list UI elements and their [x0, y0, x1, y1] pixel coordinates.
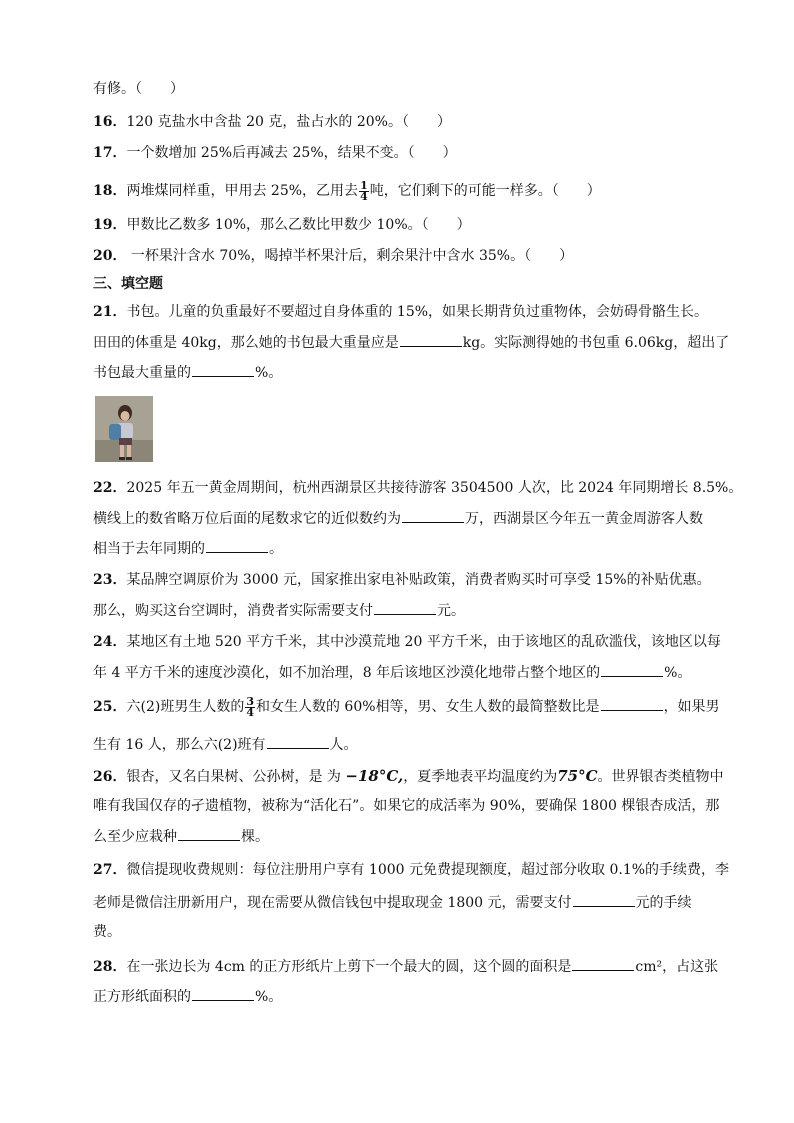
question-text: 一个数增加 25%后再减去 25%，结果不变。（ ）	[126, 145, 457, 161]
question-text: 两堆煤同样重，甲用去 25%，乙用去	[126, 183, 359, 199]
question-text: cm²，占这张	[635, 959, 719, 975]
question-number: 16．	[93, 114, 127, 130]
question-20	[93, 246, 573, 266]
question-19	[93, 215, 471, 235]
temperature-value: −18°C,	[345, 767, 404, 785]
question-text: ，如果男	[663, 699, 720, 715]
question-number: 26．	[93, 769, 127, 785]
question-25-line-2	[93, 734, 358, 754]
answer-blank[interactable]	[267, 734, 329, 749]
question-text: 棵。	[241, 829, 269, 845]
question-25-line-1	[93, 694, 720, 720]
question-28-line-1	[93, 956, 718, 976]
question-text: 万，西湖景区今年五一黄金周游客人数	[465, 511, 703, 527]
fraction-numerator: 1	[360, 178, 368, 192]
question-text: 六(2)班男生人数的	[126, 699, 245, 715]
question-text: 唯有我国仅存的孑遗植物，被称为“活化石”。如果它的成活率为 90%，要确保 1800 棵银杏成活，那	[93, 798, 720, 814]
question-text: 某地区有土地 520 平方千米，其中沙漠荒地 20 平方千米，由于该地区的乱砍滥伐，该地区以每	[126, 634, 721, 650]
question-text: ，夏季地表平均温度约为	[403, 769, 558, 785]
answer-blank[interactable]	[192, 986, 254, 1001]
question-26-line-2	[93, 796, 719, 816]
question-text: 横线上的数省略万位后面的尾数求它的近似数约为	[93, 511, 401, 527]
question-number: 18．	[93, 183, 127, 199]
answer-blank[interactable]	[400, 332, 462, 347]
question-number: 23．	[93, 572, 127, 588]
question-text: 甲数比乙数多 10%，那么乙数比甲数少 10%。（ ）	[126, 217, 471, 233]
question-text: 正方形纸面积的	[93, 989, 191, 1005]
question-text: 那么，购买这台空调时，消费者实际需要支付	[93, 603, 373, 619]
question-23-line-1	[93, 570, 711, 590]
temperature-value: 75°C	[557, 767, 598, 785]
question-text: 相当于去年同期的	[93, 541, 205, 557]
question-text: 120 克盐水中含盐 20 克，盐占水的 20%。（ ）	[126, 114, 451, 130]
question-number: 25．	[93, 699, 127, 715]
question-number: 17．	[93, 145, 127, 161]
question-number: 27．	[93, 862, 127, 878]
section-title: 三、填空题	[93, 276, 163, 292]
section-heading	[93, 274, 163, 294]
question-text: 一杯果汁含水 70%，喝掉半杯果汁后，剩余果汁中含水 35%。（ ）	[126, 248, 574, 264]
question-text: 在一张边长为 4cm 的正方形纸片上剪下一个最大的圆，这个圆的面积是	[126, 959, 572, 975]
answer-blank[interactable]	[178, 826, 240, 841]
question-text: 书包。儿童的负重最好不要超过自身体重的 15%，如果长期背负过重物体，会妨碍骨骼生长。	[126, 304, 709, 320]
question-text: %。	[255, 365, 283, 381]
question-27-line-3	[93, 922, 121, 942]
question-number: 22．	[93, 480, 127, 496]
question-text: 。	[269, 541, 283, 557]
question-text: 和女生人数的 60%相等，男、女生人数的最简整数比是	[255, 699, 600, 715]
question-number: 19．	[93, 217, 127, 233]
question-24-line-2	[93, 662, 691, 682]
answer-blank[interactable]	[573, 892, 635, 907]
answer-blank[interactable]	[601, 696, 663, 711]
question-text: 年 4 平方千米的速度沙漠化，如不加治理，8 年后该地区沙漠化地带占整个地区的	[93, 665, 601, 681]
question-21-line-1	[93, 302, 708, 322]
question-text: 某品牌空调原价为 3000 元，国家推出家电补贴政策，消费者购买时可享受 15%的补贴优惠。	[126, 572, 711, 588]
question-number: 24．	[93, 634, 127, 650]
question-text: 老师是微信注册新用户，现在需要从微信钱包中提取现金 1800 元，需要支付	[93, 895, 572, 911]
question-26-line-1	[93, 766, 724, 786]
question-16	[93, 112, 451, 132]
question-18	[93, 178, 601, 204]
question-text: 生有 16 人，那么六(2)班有	[93, 737, 266, 753]
continuation-text: 有修。（ ）	[93, 81, 184, 97]
question-22-line-3	[93, 538, 283, 558]
question-text: 微信提现收费规则：每位注册用户享有 1000 元免费提现额度，超过部分收取 0.1%的手续费，李	[126, 862, 730, 878]
line-continuation	[93, 79, 184, 99]
question-text: 吨，它们剩下的可能一样多。（ ）	[369, 183, 601, 199]
question-21-line-3	[93, 362, 282, 382]
question-number: 20．	[93, 248, 127, 264]
question-text: 书包最大重量的	[93, 365, 191, 381]
question-22-line-1	[93, 478, 742, 498]
question-text: %。	[664, 665, 692, 681]
question-27-line-1	[93, 860, 729, 880]
answer-blank[interactable]	[572, 956, 634, 971]
question-text: %。	[255, 989, 283, 1005]
answer-blank[interactable]	[601, 662, 663, 677]
question-24-line-1	[93, 632, 721, 652]
fraction-denominator: 4	[360, 189, 368, 203]
question-21-line-2	[93, 332, 729, 352]
question-number: 28．	[93, 959, 127, 975]
question-26-line-3	[93, 826, 269, 846]
question-27-line-2	[93, 892, 692, 912]
question-17	[93, 143, 457, 163]
photo-illustration	[95, 396, 153, 462]
question-text: 。世界银杏类植物中	[597, 769, 724, 785]
fraction-denominator: 4	[246, 705, 254, 719]
answer-blank[interactable]	[402, 508, 464, 523]
answer-blank[interactable]	[206, 538, 268, 553]
fraction	[245, 694, 255, 719]
question-number: 21．	[93, 304, 127, 320]
question-text: 元。	[437, 603, 465, 619]
question-text: 银杏，又名白果树、公孙树，是 为	[126, 769, 346, 785]
fraction	[359, 178, 369, 203]
question-28-line-2	[93, 986, 282, 1006]
question-text: 么至少应栽种	[93, 829, 177, 845]
schoolgirl-backpack-photo	[95, 396, 153, 462]
question-23-line-2	[93, 600, 465, 620]
question-text: 费。	[93, 924, 121, 940]
question-22-line-2	[93, 508, 703, 528]
question-text: 人。	[329, 737, 358, 753]
fraction-numerator: 3	[246, 694, 254, 708]
answer-blank[interactable]	[374, 600, 436, 615]
question-text: 田田的体重是 40kg，那么她的书包最大重量应是	[93, 335, 399, 351]
question-text: kg。实际测得她的书包重 6.06kg，超出了	[462, 335, 730, 351]
question-text: 元的手续	[635, 895, 692, 911]
answer-blank[interactable]	[192, 362, 254, 377]
question-text: 2025 年五一黄金周期间，杭州西湖景区共接待游客 3504500 人次，比 2024 年同期增长 8.5%。	[126, 480, 743, 496]
